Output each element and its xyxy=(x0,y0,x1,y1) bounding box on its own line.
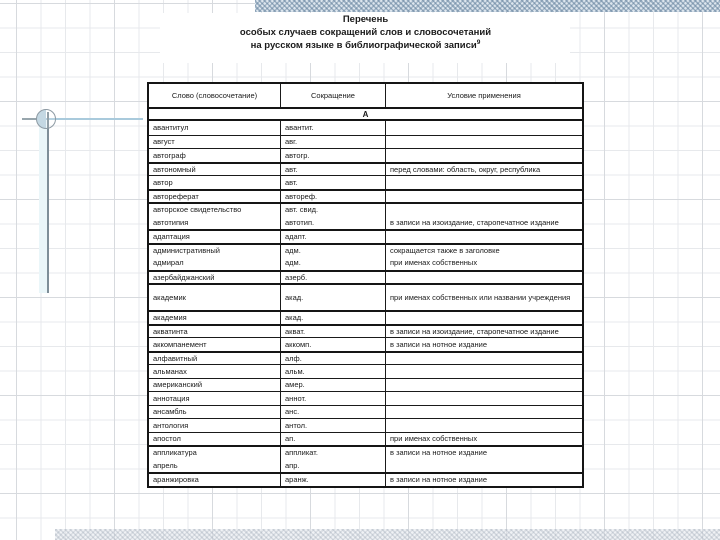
cell-word: административный xyxy=(149,245,281,257)
cell-abbr: антол. xyxy=(281,419,386,432)
table-row xyxy=(149,229,582,243)
cell-word: американский xyxy=(149,379,281,392)
cell-cond: в записи на нотное издание xyxy=(390,475,488,484)
cell-abbr: альм. xyxy=(281,365,386,378)
cell-cond: сокращается также в заголовке xyxy=(390,245,500,255)
cell-abbr: аппликат. xyxy=(281,447,386,459)
cell-cond xyxy=(386,379,582,392)
table-row xyxy=(149,459,582,473)
table-row xyxy=(149,256,582,270)
cell-cond xyxy=(386,149,582,162)
cell-abbr: адапт. xyxy=(281,231,386,243)
cell-abbr: авт. xyxy=(281,164,386,176)
cell-abbr: автотип. xyxy=(281,216,386,230)
cell-word: аккомпанемент xyxy=(149,338,281,351)
cell-abbr: акад. xyxy=(281,285,386,310)
cell-cond xyxy=(386,353,582,365)
cell-abbr: автогр. xyxy=(281,149,386,162)
cell-abbr: акад. xyxy=(281,312,386,324)
cell-cond: в записи на изоиздание, старопечатное издание xyxy=(390,326,559,336)
cell-word: академик xyxy=(149,285,281,310)
cell-cond xyxy=(386,406,582,419)
cell-word: аранжировка xyxy=(149,474,281,486)
cell-word: акватинта xyxy=(149,326,281,338)
cell-word: автор xyxy=(149,176,281,189)
cell-cond xyxy=(386,121,582,135)
cell-abbr: апр. xyxy=(281,459,386,473)
footnote-mark: 9 xyxy=(476,38,481,46)
cell-abbr: ап. xyxy=(281,433,386,446)
table-row xyxy=(149,324,582,338)
cell-word: автотипия xyxy=(149,216,281,230)
cell-abbr: амер. xyxy=(281,379,386,392)
table-row xyxy=(149,405,582,419)
cell-cond xyxy=(386,191,582,203)
cell-abbr: автореф. xyxy=(281,191,386,203)
cell-word: адаптация xyxy=(149,231,281,243)
cell-word: аппликатура xyxy=(149,447,281,459)
cell-abbr: аннот. xyxy=(281,392,386,405)
cell-abbr: азерб. xyxy=(281,272,386,284)
table-row xyxy=(149,418,582,432)
table-row xyxy=(149,175,582,189)
title-line-3: на русском языке в библиографической записи$^9$ xyxy=(250,38,481,51)
cell-cond xyxy=(386,204,582,216)
cell-word: автограф xyxy=(149,149,281,162)
page-title xyxy=(147,13,584,52)
cell-word: академия xyxy=(149,312,281,324)
cell-cond xyxy=(386,419,582,432)
cell-cond: при именах собственных xyxy=(390,434,478,443)
cell-word: апрель xyxy=(149,459,281,473)
abbreviation-table xyxy=(147,82,584,488)
table-row xyxy=(149,202,582,216)
table-row xyxy=(149,364,582,378)
cell-cond: при именах собственных xyxy=(390,258,478,267)
table-row xyxy=(149,121,582,135)
cell-abbr: акват. xyxy=(281,326,386,338)
cell-abbr: авг. xyxy=(281,136,386,149)
table-header-row xyxy=(149,84,582,109)
cell-word: альманах xyxy=(149,365,281,378)
cell-word: апостол xyxy=(149,433,281,446)
cell-cond xyxy=(386,392,582,405)
cell-word: ансамбль xyxy=(149,406,281,419)
table-row xyxy=(149,351,582,365)
cell-cond xyxy=(386,176,582,189)
table-row xyxy=(149,243,582,257)
column-header-word: Слово (словосочетание) xyxy=(149,84,281,107)
cell-word: авторское свидетельство xyxy=(149,204,281,216)
column-header-condition: Условие применения xyxy=(447,91,521,100)
cell-cond: в записи на нотное издание xyxy=(390,448,488,457)
cell-abbr: адм. xyxy=(281,256,386,270)
table-row xyxy=(149,445,582,459)
cell-abbr: анс. xyxy=(281,406,386,419)
cell-cond: в записи на изоиздание, старопечатное издание xyxy=(390,217,559,227)
cell-cond xyxy=(386,312,582,324)
cell-cond xyxy=(386,272,582,284)
cell-abbr: адм. xyxy=(281,245,386,257)
cell-word: аннотация xyxy=(149,392,281,405)
table-body xyxy=(149,121,582,486)
cell-cond xyxy=(386,136,582,149)
table-row xyxy=(149,270,582,284)
cell-abbr: авт. свид. xyxy=(281,204,386,216)
top-hatch-band xyxy=(255,0,720,12)
cell-cond: при именах собственных или названии учреждения xyxy=(390,292,571,302)
table-row xyxy=(149,310,582,324)
cell-word: август xyxy=(149,136,281,149)
table-row xyxy=(149,283,582,310)
cell-abbr: аранж. xyxy=(281,474,386,486)
cell-word: автономный xyxy=(149,164,281,176)
table-row xyxy=(149,216,582,230)
cell-word: алфавитный xyxy=(149,353,281,365)
table-row xyxy=(149,378,582,392)
column-header-abbreviation: Сокращение xyxy=(281,84,386,107)
cell-abbr: алф. xyxy=(281,353,386,365)
cell-abbr: аккомп. xyxy=(281,338,386,351)
table-row xyxy=(149,472,582,486)
cell-abbr: авт. xyxy=(281,176,386,189)
cell-cond xyxy=(386,459,582,473)
table-row xyxy=(149,337,582,351)
cell-cond xyxy=(386,365,582,378)
title-line-2: особых случаев сокращений слов и словосочетаний xyxy=(239,27,492,38)
cell-abbr: авантит. xyxy=(281,121,386,135)
cell-word: азербайджанский xyxy=(149,272,281,284)
cell-word: авантитул xyxy=(149,121,281,135)
table-row xyxy=(149,432,582,446)
cell-word: адмирал xyxy=(149,256,281,270)
section-letter-row: А xyxy=(149,109,582,121)
cell-cond xyxy=(386,231,582,243)
bottom-hatch-band xyxy=(55,529,720,540)
table-row xyxy=(149,391,582,405)
blueprint-vertical-line xyxy=(47,112,49,293)
table-row xyxy=(149,189,582,203)
table-row xyxy=(149,135,582,149)
cell-word: автореферат xyxy=(149,191,281,203)
title-line-1: Перечень xyxy=(342,14,389,25)
table-row xyxy=(149,162,582,176)
compass-circle-icon xyxy=(36,109,56,129)
cell-cond: перед словами: область, округ, республика xyxy=(390,164,541,174)
cell-cond: в записи на нотное издание xyxy=(390,339,488,349)
table-row xyxy=(149,148,582,162)
cell-word: антология xyxy=(149,419,281,432)
